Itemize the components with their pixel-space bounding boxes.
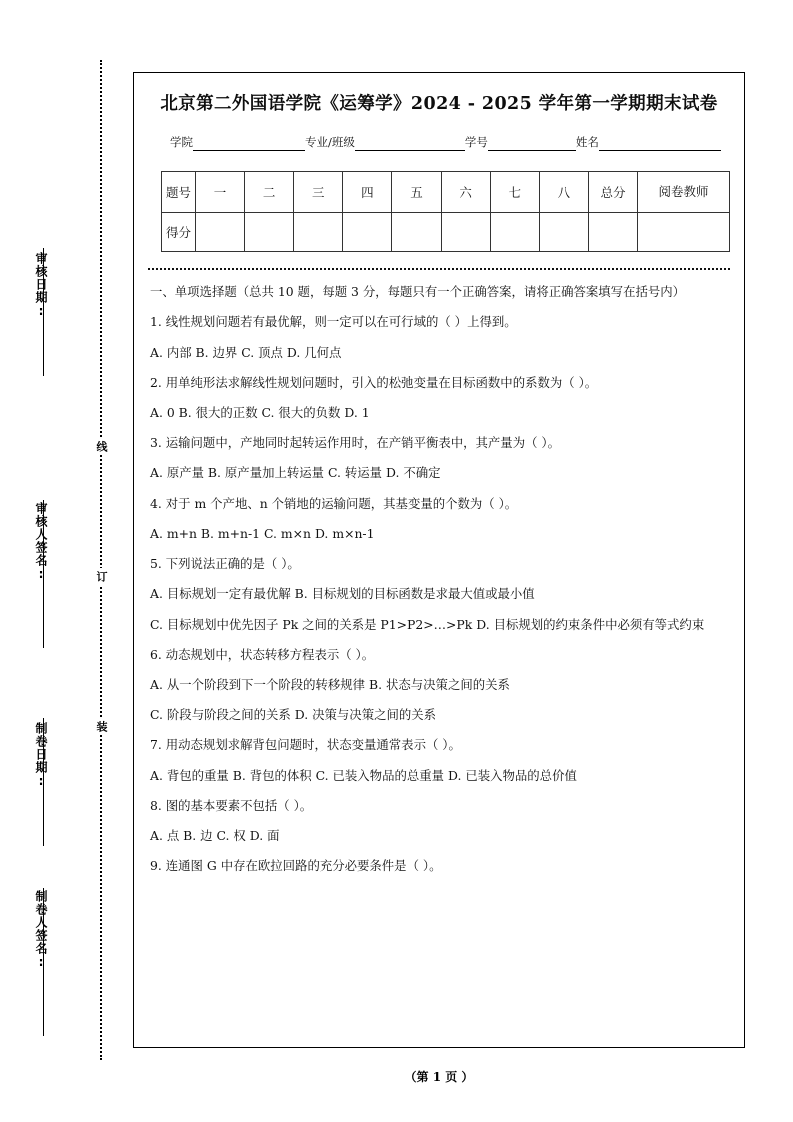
student-id-label: 学号 xyxy=(464,135,488,150)
question-4-options: A. m+n B. m+n-1 C. m×n D. m×n-1 xyxy=(150,525,375,541)
college-label: 学院 xyxy=(170,135,193,150)
question-8-stem: 8. 图的基本要素不包括（ ）。 xyxy=(150,797,313,813)
section-heading: 一、单项选择题（总共 10 题，每题 3 分，每题只有一个正确答案，请将正确答案填写在括号内） xyxy=(150,284,686,300)
score-cell-total[interactable] xyxy=(588,213,637,252)
question-7-stem: 7. 用动态规划求解背包问题时，状态变量通常表示（ ）。 xyxy=(150,737,461,753)
score-cell-3[interactable] xyxy=(294,213,343,252)
question-2-options: A. 0 B. 很大的正数 C. 很大的负数 D. 1 xyxy=(150,405,370,420)
major-class-label: 专业/班级 xyxy=(305,135,355,150)
score-cell-6[interactable] xyxy=(441,213,490,252)
exam-page-frame xyxy=(133,72,745,1048)
left-margin-annotations xyxy=(0,0,125,1122)
question-number-label: 题号 xyxy=(162,172,196,213)
score-col-2: 二 xyxy=(245,172,294,213)
question-5-options-ab: A. 目标规划一定有最优解 B. 目标规划的目标函数是求最大值或最小值 xyxy=(150,586,535,602)
score-table-score-row xyxy=(162,213,730,252)
producer-signature-label: 制卷人签名: xyxy=(34,890,48,970)
question-3-stem: 3. 运输问题中，产地同时起转运作用时，在产销平衡表中，其产量为（ ）。 xyxy=(150,435,560,451)
student-id-input[interactable] xyxy=(488,137,576,151)
question-6-options-cd: C. 阶段与阶段之间的关系 D. 决策与决策之间的关系 xyxy=(150,707,437,723)
score-cell-7[interactable] xyxy=(490,213,539,252)
produce-date-label: 制卷日期: xyxy=(34,722,48,789)
seam-char-bind: 订 xyxy=(93,568,109,585)
question-1-stem: 1. 线性规划问题若有最优解，则一定可以在可行域的（ ）上得到。 xyxy=(150,314,517,330)
question-6-stem: 6. 动态规划中，状态转移方程表示（ ）。 xyxy=(150,646,375,662)
question-5-stem: 5. 下列说法正确的是（ ）。 xyxy=(150,556,300,572)
student-name-label: 姓名 xyxy=(575,135,599,150)
question-9-stem: 9. 连通图 G 中存在欧拉回路的充分必要条件是（ ）。 xyxy=(150,858,442,874)
seam-char-line: 线 xyxy=(93,438,109,455)
score-cell-2[interactable] xyxy=(245,213,294,252)
question-6-options-ab: A. 从一个阶段到下一个阶段的转移规律 B. 状态与决策之间的关系 xyxy=(150,676,510,692)
student-identity-row xyxy=(170,134,726,151)
question-8-options: A. 点 B. 边 C. 权 D. 面 xyxy=(150,828,280,844)
student-name-input[interactable] xyxy=(599,137,721,151)
score-cell-teacher[interactable] xyxy=(638,213,730,252)
score-col-1: 一 xyxy=(195,172,244,213)
review-date-label: 审核日期: xyxy=(34,252,48,319)
college-input[interactable] xyxy=(193,137,305,151)
score-cell-4[interactable] xyxy=(343,213,392,252)
score-table-header-row xyxy=(162,172,730,213)
question-5-options-cd: C. 目标规划中优先因子 Pk 之间的关系是 P1>P2>…>Pk D. 目标规划的约束条件中必须有等式约束 xyxy=(150,616,705,632)
score-col-7: 七 xyxy=(490,172,539,213)
section-divider xyxy=(148,268,730,270)
score-col-3: 三 xyxy=(294,172,343,213)
score-cell-1[interactable] xyxy=(195,213,244,252)
question-4-stem: 4. 对于 m 个产地、n 个销地的运输问题，其基变量的个数为（ ）。 xyxy=(150,495,518,511)
score-table-wrapper xyxy=(161,171,730,252)
major-class-input[interactable] xyxy=(355,137,465,151)
score-col-6: 六 xyxy=(441,172,490,213)
score-col-5: 五 xyxy=(392,172,441,213)
score-col-4: 四 xyxy=(343,172,392,213)
score-col-8: 八 xyxy=(539,172,588,213)
seam-char-seal: 装 xyxy=(93,718,109,735)
score-cell-5[interactable] xyxy=(392,213,441,252)
score-cell-8[interactable] xyxy=(539,213,588,252)
score-col-teacher: 阅卷教师 xyxy=(638,172,730,213)
page-footer: （第 1 页 ） xyxy=(404,1070,474,1084)
score-row-label: 得分 xyxy=(162,213,196,252)
question-2-stem: 2. 用单纯形法求解线性规划问题时，引入的松弛变量在目标函数中的系数为（ ）。 xyxy=(150,374,598,390)
question-1-options: A. 内部 B. 边界 C. 顶点 D. 几何点 xyxy=(150,344,342,360)
score-table xyxy=(161,171,730,252)
reviewer-signature-label: 审核人签名: xyxy=(34,502,48,582)
binding-seam-line xyxy=(100,60,102,1060)
exam-body xyxy=(148,282,730,875)
page-title: 北京第二外国语学院《运筹学》2024 - 2025 学年第一学期期末试卷 xyxy=(160,94,718,114)
question-3-options: A. 原产量 B. 原产量加上转运量 C. 转运量 D. 不确定 xyxy=(150,465,441,481)
score-col-total: 总分 xyxy=(588,172,637,213)
question-7-options: A. 背包的重量 B. 背包的体积 C. 已装入物品的总重量 D. 已装入物品的总价值 xyxy=(150,767,577,783)
